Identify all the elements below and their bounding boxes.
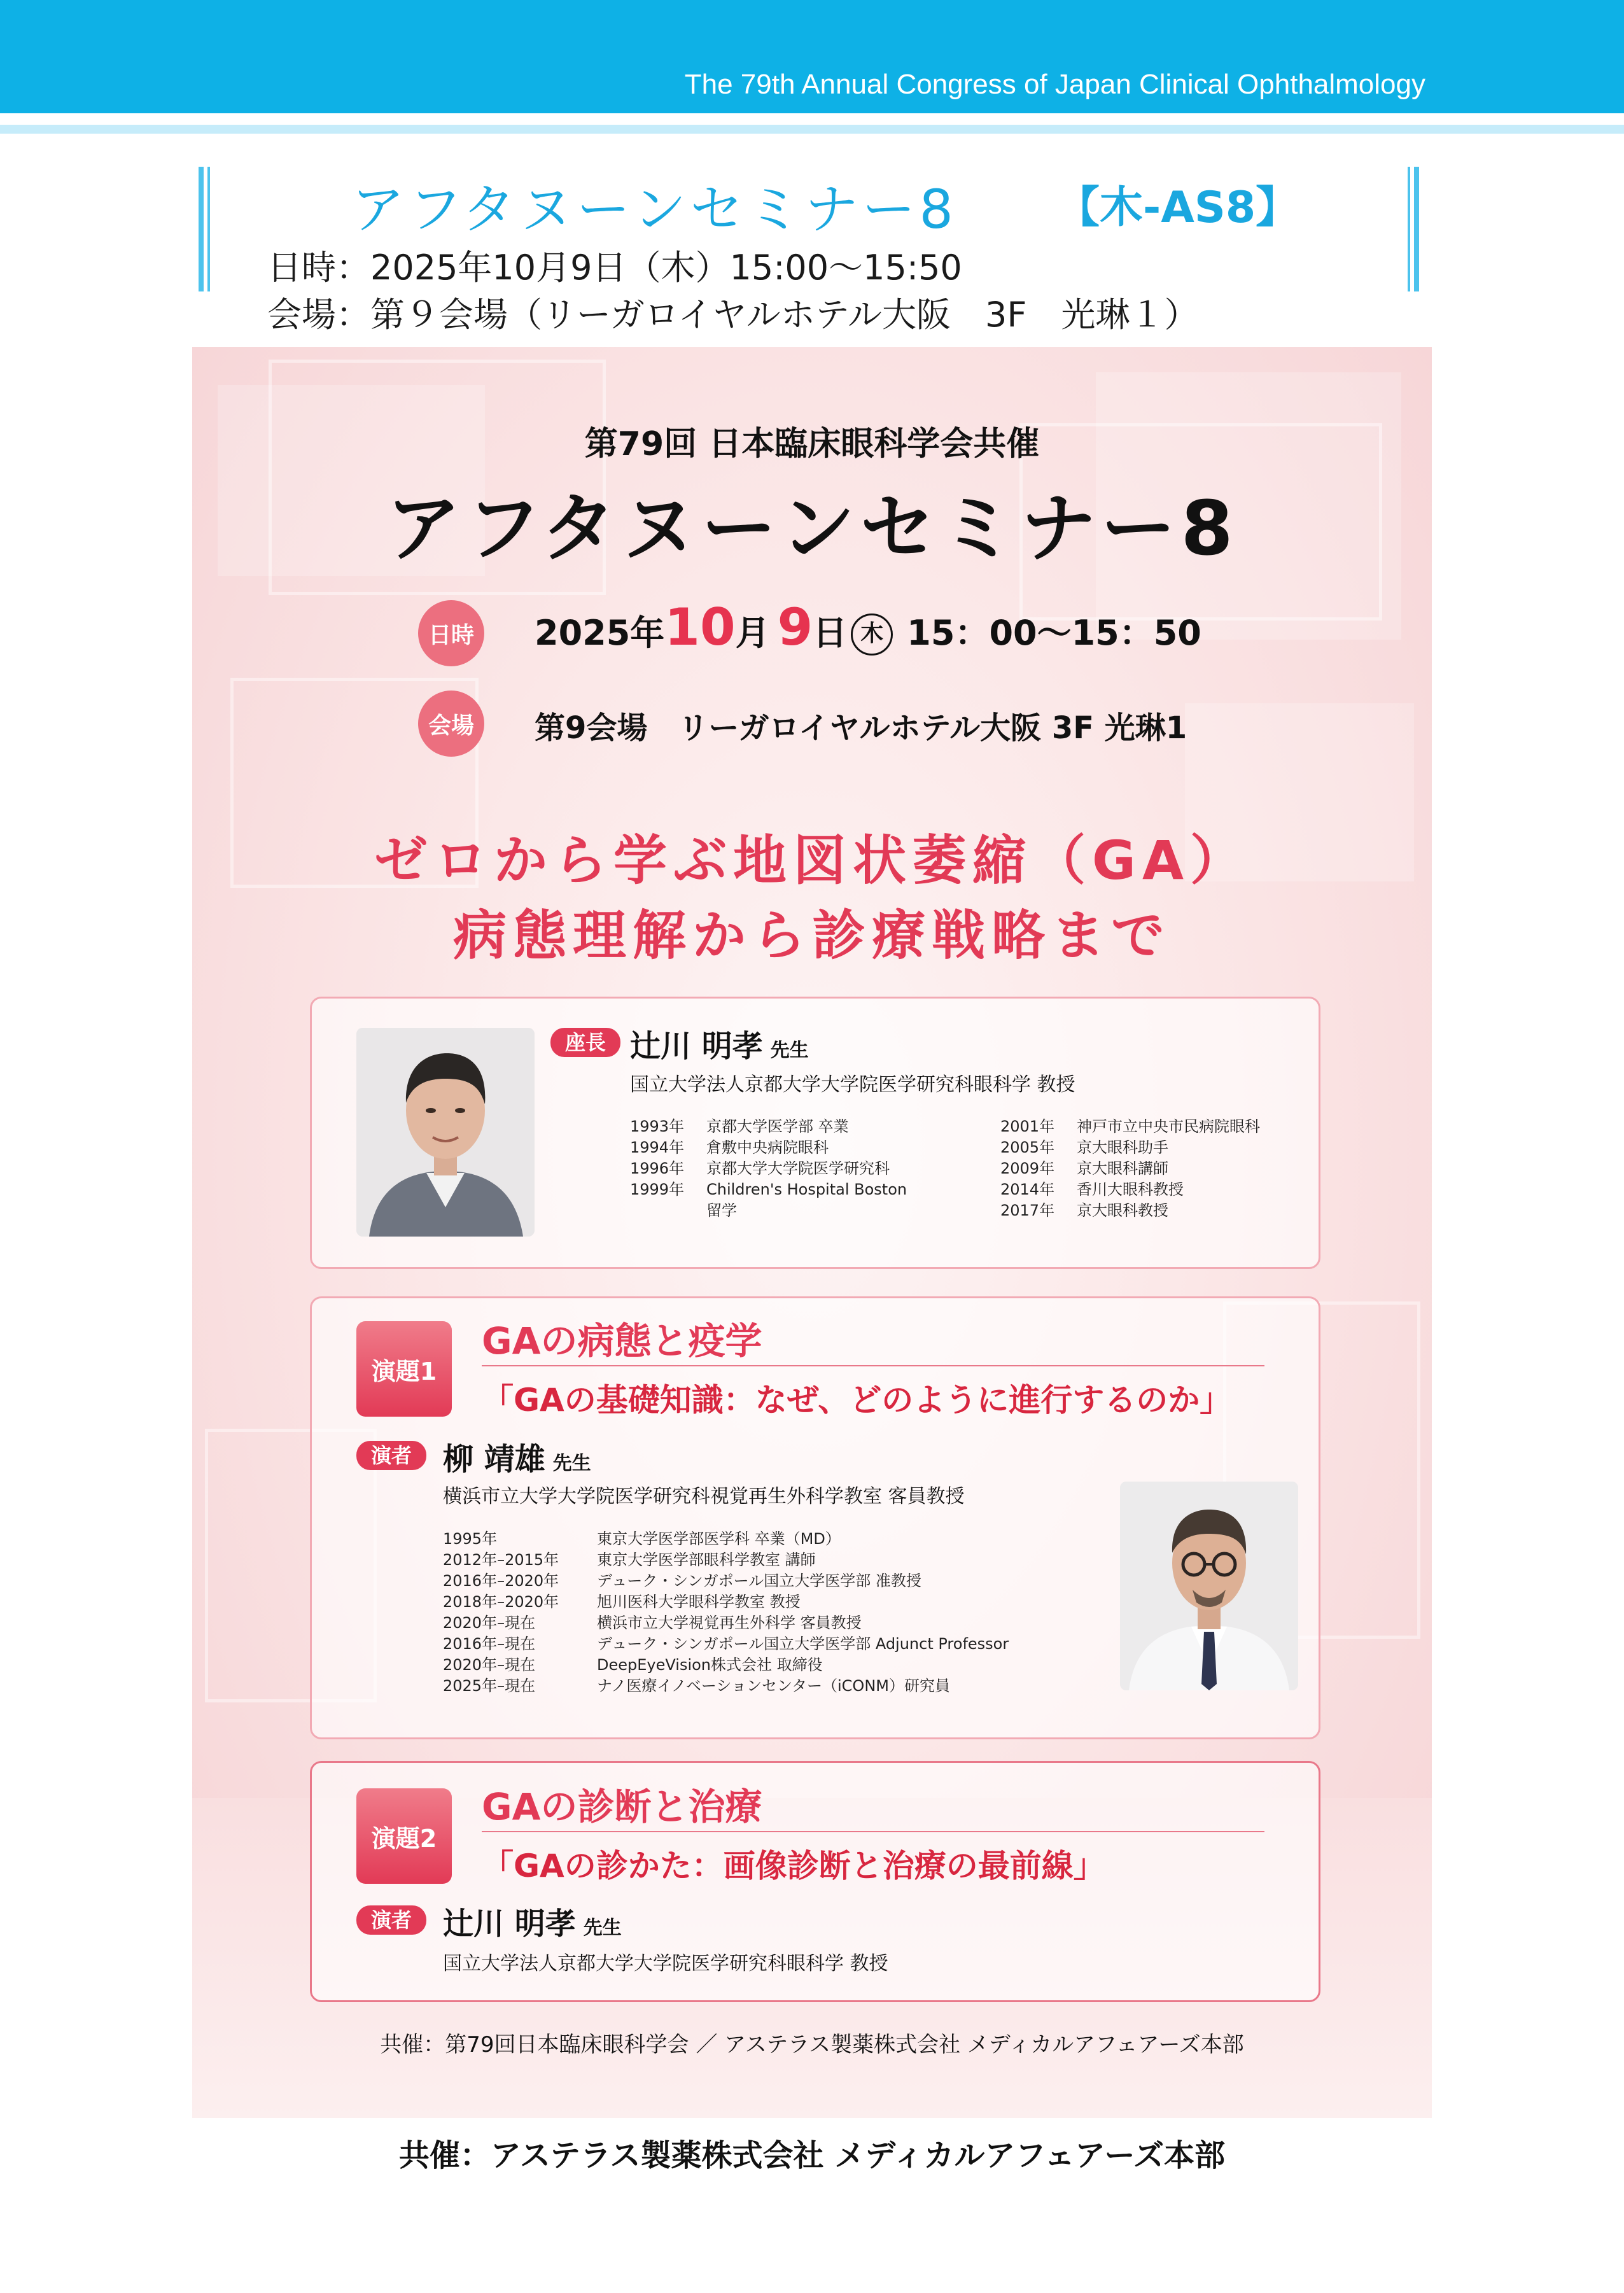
- talk1-career-year: 2020年–現在: [443, 1614, 536, 1632]
- talk1-career-text: デューク・シンガポール国立大学医学部 Adjunct Professor: [597, 1635, 1009, 1653]
- talk1-portrait-image: [1120, 1482, 1298, 1690]
- talk1-career-text: ナノ医療イノベーションセンター（iCONM）研究員: [597, 1677, 950, 1695]
- chair-career-row: [1000, 1137, 1260, 1158]
- talk1-affiliation: 横浜市立大学大学院医学研究科視覚再生外科学教室 客員教授: [443, 1485, 965, 1508]
- chair-career-year: 2001年: [1000, 1118, 1055, 1135]
- date-badge: 日時: [418, 600, 484, 666]
- chair-portrait-image: [356, 1028, 535, 1237]
- chair-career-year: 1994年: [630, 1139, 685, 1156]
- chair-name-text: 辻川 明孝: [630, 1028, 763, 1064]
- talk1-career-text: 横浜市立大学視覚再生外科学 客員教授: [597, 1614, 862, 1632]
- chair-career-right: [1000, 1116, 1260, 1221]
- talk1-speaker-name: [443, 1434, 591, 1478]
- seminar-poster: [192, 347, 1432, 2118]
- chair-career-text: 京大眼科講師: [1077, 1160, 1168, 1177]
- talk1-label: 演題1: [356, 1321, 452, 1417]
- chair-photo: [356, 1028, 535, 1237]
- talk2-affiliation: 国立大学法人京都大学大学院医学研究科眼科学 教授: [443, 1953, 888, 1975]
- talk1-speaker-photo: [1120, 1482, 1298, 1690]
- right-accent-bar-thin: [1408, 167, 1410, 291]
- talk2-subtitle: 「GAの診かた：画像診断と治療の最前線」: [482, 1848, 1105, 1884]
- talk1-career-row: [443, 1529, 1009, 1550]
- talk1-honorific: 先生: [552, 1452, 591, 1475]
- congress-title: The 79th Annual Congress of Japan Clinical Ophthalmology: [684, 69, 1425, 100]
- venue-badge: 会場: [418, 691, 484, 757]
- chair-career-text: Children's Hospital Boston: [706, 1181, 907, 1198]
- date-time: 15：00～15：50: [907, 613, 1201, 653]
- talk1-career-text: 東京大学医学部眼科学教室 講師: [597, 1551, 816, 1569]
- talk1-career-year: 2012年–2015年: [443, 1551, 559, 1569]
- chair-career-year: 1996年: [630, 1160, 685, 1177]
- chair-honorific: 先生: [770, 1039, 809, 1062]
- talk2-title-rule: [482, 1831, 1264, 1832]
- talk2-speaker-name: [443, 1899, 622, 1943]
- chair-career-row: [630, 1137, 907, 1158]
- chair-career-year: 2005年: [1000, 1139, 1055, 1156]
- talk1-career-year: 2016年–現在: [443, 1635, 536, 1653]
- date-month: 10: [664, 598, 736, 657]
- talk1-subtitle: 「GAの基礎知識：なぜ、どのように進行するのか」: [482, 1382, 1232, 1419]
- talk1-career-row: [443, 1613, 1009, 1634]
- seminar-venue: 会場：第９会場（リーガロイヤルホテル大阪 3F 光琳１）: [267, 295, 1199, 335]
- chair-career-year: 1999年: [630, 1181, 685, 1198]
- talk2-speaker-role: 演者: [356, 1905, 426, 1935]
- talk1-career-text: 旭川医科大学眼科学教室 教授: [597, 1593, 801, 1611]
- chair-career-text: 京大眼科助手: [1077, 1139, 1168, 1156]
- talk1-title-rule: [482, 1365, 1264, 1366]
- chair-career-text: 京大眼科教授: [1077, 1202, 1168, 1219]
- chair-career-left: [630, 1116, 907, 1221]
- seminar-code: 【木-AS8】: [1056, 183, 1299, 233]
- talk2-title: GAの診断と治療: [482, 1785, 762, 1828]
- chair-career-row: [1000, 1116, 1260, 1137]
- page-cosponsor-footer: 共催：アステラス製薬株式会社 メディカルアフェアーズ本部: [398, 2138, 1226, 2173]
- date-day-unit: 日: [813, 613, 848, 653]
- header-divider: [0, 125, 1624, 134]
- talk1-title: GAの病態と疫学: [482, 1319, 762, 1363]
- talk2-card: [310, 1761, 1320, 2002]
- talk1-card: [310, 1296, 1320, 1739]
- poster-venue: 第9会場 リーガロイヤルホテル大阪 3F 光琳1: [535, 710, 1187, 746]
- chair-card: [310, 997, 1320, 1269]
- talk1-speaker-role: 演者: [356, 1441, 426, 1470]
- chair-career-year: 2017年: [1000, 1202, 1055, 1219]
- date-weekday: 木: [851, 614, 893, 656]
- chair-career-year: 2014年: [1000, 1181, 1055, 1198]
- chair-career-text: 倉敷中央病院眼科: [706, 1139, 829, 1156]
- seminar-title: アフタヌーンセミナー8: [351, 178, 957, 241]
- chair-career-row: [630, 1200, 907, 1221]
- talk1-career-year: 2018年–2020年: [443, 1593, 559, 1611]
- chair-career-text: 京都大学大学院医学研究科: [706, 1160, 890, 1177]
- seminar-date: 日時：2025年10月9日（木）15:00～15:50: [267, 248, 962, 288]
- chair-career-row: [630, 1116, 907, 1137]
- talk1-career-row: [443, 1550, 1009, 1571]
- theme-title-line2: 病態理解から診療戦略まで: [452, 904, 1171, 967]
- date-month-unit: 月: [735, 613, 770, 653]
- poster-date: [535, 598, 1201, 657]
- chair-name: [630, 1021, 809, 1065]
- talk1-career-text: DeepEyeVision株式会社 取締役: [597, 1656, 823, 1674]
- talk1-career-year: 2020年–現在: [443, 1656, 536, 1674]
- talk1-career-year: 2025年–現在: [443, 1677, 536, 1695]
- date-day: 9: [777, 598, 813, 657]
- talk1-career-row: [443, 1676, 1009, 1697]
- chair-career-year: 1993年: [630, 1118, 685, 1135]
- chair-career-text: 香川大眼科教授: [1077, 1181, 1184, 1198]
- chair-career-row: [1000, 1179, 1260, 1200]
- right-accent-bar: [1414, 167, 1419, 291]
- left-accent-bar-thin: [207, 167, 210, 291]
- chair-career-row: [630, 1179, 907, 1200]
- poster-cosponsor-line: 第79回 日本臨床眼科学会共催: [584, 425, 1040, 463]
- chair-career-row: [1000, 1200, 1260, 1221]
- talk1-career-row: [443, 1634, 1009, 1655]
- chair-career-text: 神戸市立中央市民病院眼科: [1077, 1118, 1260, 1135]
- talk1-career-row: [443, 1571, 1009, 1592]
- talk1-career: [443, 1529, 1009, 1697]
- talk1-career-text: 東京大学医学部医学科 卒業（MD）: [597, 1530, 841, 1548]
- chair-role-label: 座長: [550, 1028, 620, 1057]
- chair-career-row: [630, 1158, 907, 1179]
- talk1-career-text: デューク・シンガポール国立大学医学部 准教授: [597, 1572, 921, 1590]
- poster-title: アフタヌーンセミナー8: [386, 484, 1238, 572]
- chair-career-text: 京都大学医学部 卒業: [706, 1118, 849, 1135]
- talk2-honorific: 先生: [583, 1917, 622, 1939]
- chair-career-year: 2009年: [1000, 1160, 1055, 1177]
- talk1-career-year: 1995年: [443, 1530, 498, 1548]
- talk2-label: 演題2: [356, 1788, 452, 1884]
- date-year: 2025年: [535, 613, 665, 653]
- talk2-speaker-name-text: 辻川 明孝: [443, 1906, 576, 1942]
- talk1-career-row: [443, 1592, 1009, 1613]
- talk1-career-year: 2016年–2020年: [443, 1572, 559, 1590]
- poster-cosponsor-footer: 共催：第79回日本臨床眼科学会 ／ アステラス製薬株式会社 メディカルアフェアーズ本部: [380, 2032, 1244, 2058]
- chair-career-row: [1000, 1158, 1260, 1179]
- talk1-career-row: [443, 1655, 1009, 1676]
- chair-affiliation: 国立大学法人京都大学大学院医学研究科眼科学 教授: [630, 1074, 1075, 1096]
- left-accent-bar: [199, 167, 204, 291]
- chair-career-text: 留学: [706, 1202, 737, 1219]
- theme-title-line1: ゼロから学ぶ地図状萎縮（GA）: [374, 829, 1250, 892]
- talk1-speaker-name-text: 柳 靖雄: [443, 1441, 545, 1477]
